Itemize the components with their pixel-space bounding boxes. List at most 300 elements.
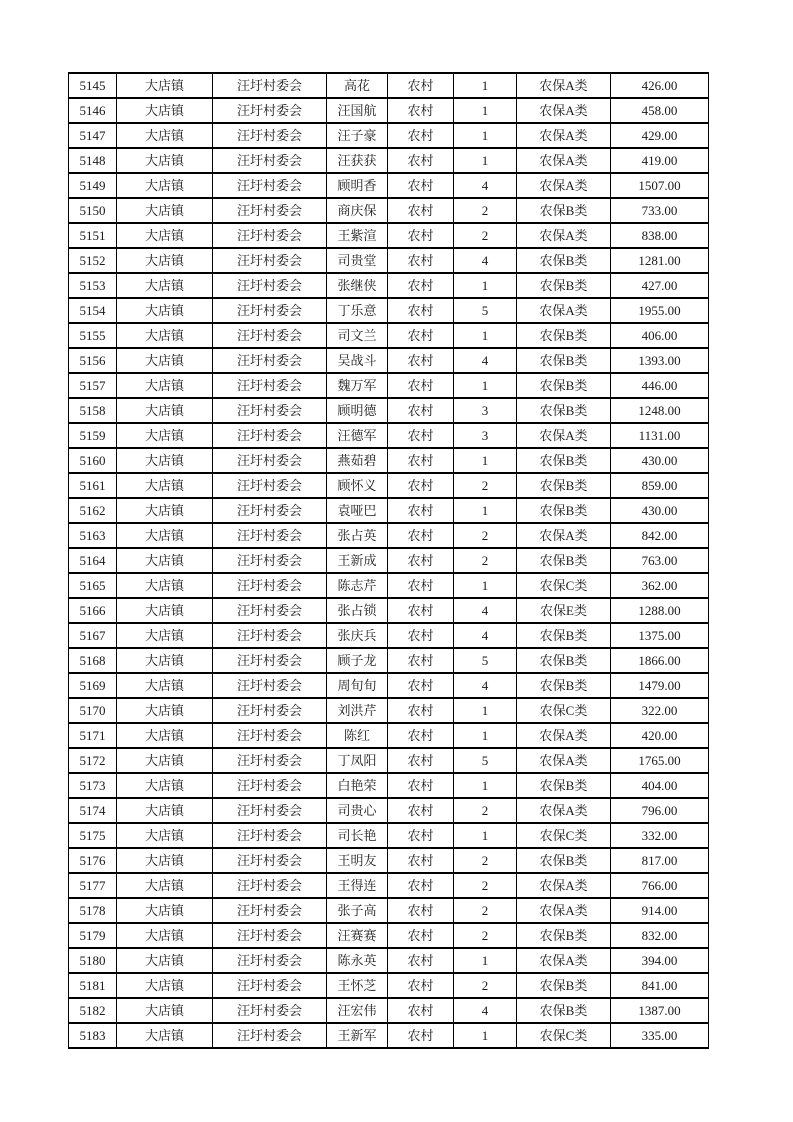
cell-person-count: 1 xyxy=(454,123,517,148)
table-row xyxy=(69,348,709,373)
cell-insurance-category: 农保A类 xyxy=(517,873,611,898)
cell-serial-number: 5150 xyxy=(69,198,117,223)
table-row xyxy=(69,573,709,598)
cell-insurance-category: 农保B类 xyxy=(517,248,611,273)
cell-village-committee: 汪圩村委会 xyxy=(213,498,327,523)
cell-person-name: 张继侠 xyxy=(327,273,388,298)
cell-serial-number: 5163 xyxy=(69,523,117,548)
cell-insurance-category: 农保A类 xyxy=(517,98,611,123)
cell-town: 大店镇 xyxy=(117,623,213,648)
payment-table xyxy=(68,72,709,1049)
table-row xyxy=(69,298,709,323)
cell-insurance-category: 农保C类 xyxy=(517,698,611,723)
table-row xyxy=(69,223,709,248)
cell-serial-number: 5152 xyxy=(69,248,117,273)
cell-person-name: 陈永英 xyxy=(327,948,388,973)
cell-person-count: 1 xyxy=(454,1023,517,1048)
cell-serial-number: 5151 xyxy=(69,223,117,248)
cell-person-count: 1 xyxy=(454,948,517,973)
cell-residence-type: 农村 xyxy=(388,273,454,298)
cell-village-committee: 汪圩村委会 xyxy=(213,348,327,373)
table-row xyxy=(69,123,709,148)
cell-serial-number: 5148 xyxy=(69,148,117,173)
cell-residence-type: 农村 xyxy=(388,698,454,723)
cell-town: 大店镇 xyxy=(117,123,213,148)
cell-village-committee: 汪圩村委会 xyxy=(213,523,327,548)
cell-town: 大店镇 xyxy=(117,948,213,973)
cell-town: 大店镇 xyxy=(117,373,213,398)
cell-village-committee: 汪圩村委会 xyxy=(213,948,327,973)
cell-town: 大店镇 xyxy=(117,698,213,723)
table-row xyxy=(69,523,709,548)
cell-village-committee: 汪圩村委会 xyxy=(213,673,327,698)
table-row xyxy=(69,248,709,273)
cell-serial-number: 5149 xyxy=(69,173,117,198)
cell-amount: 419.00 xyxy=(611,148,709,173)
cell-village-committee: 汪圩村委会 xyxy=(213,223,327,248)
cell-residence-type: 农村 xyxy=(388,723,454,748)
cell-insurance-category: 农保B类 xyxy=(517,623,611,648)
cell-town: 大店镇 xyxy=(117,598,213,623)
cell-village-committee: 汪圩村委会 xyxy=(213,648,327,673)
cell-person-name: 司贵心 xyxy=(327,798,388,823)
cell-insurance-category: 农保A类 xyxy=(517,73,611,98)
table-row xyxy=(69,1023,709,1048)
cell-serial-number: 5172 xyxy=(69,748,117,773)
cell-person-count: 4 xyxy=(454,173,517,198)
cell-person-name: 魏万军 xyxy=(327,373,388,398)
cell-residence-type: 农村 xyxy=(388,648,454,673)
cell-serial-number: 5175 xyxy=(69,823,117,848)
cell-amount: 458.00 xyxy=(611,98,709,123)
cell-person-count: 1 xyxy=(454,823,517,848)
cell-serial-number: 5153 xyxy=(69,273,117,298)
cell-serial-number: 5154 xyxy=(69,298,117,323)
cell-residence-type: 农村 xyxy=(388,223,454,248)
cell-residence-type: 农村 xyxy=(388,998,454,1023)
cell-serial-number: 5168 xyxy=(69,648,117,673)
cell-town: 大店镇 xyxy=(117,223,213,248)
cell-village-committee: 汪圩村委会 xyxy=(213,573,327,598)
cell-person-count: 5 xyxy=(454,748,517,773)
cell-amount: 1281.00 xyxy=(611,248,709,273)
cell-village-committee: 汪圩村委会 xyxy=(213,848,327,873)
cell-village-committee: 汪圩村委会 xyxy=(213,748,327,773)
cell-amount: 1387.00 xyxy=(611,998,709,1023)
cell-village-committee: 汪圩村委会 xyxy=(213,923,327,948)
cell-insurance-category: 农保A类 xyxy=(517,748,611,773)
cell-town: 大店镇 xyxy=(117,298,213,323)
cell-town: 大店镇 xyxy=(117,473,213,498)
table-row xyxy=(69,273,709,298)
table-row xyxy=(69,798,709,823)
cell-insurance-category: 农保C类 xyxy=(517,573,611,598)
cell-serial-number: 5159 xyxy=(69,423,117,448)
table-row xyxy=(69,598,709,623)
cell-amount: 420.00 xyxy=(611,723,709,748)
cell-person-count: 2 xyxy=(454,798,517,823)
cell-person-name: 张子高 xyxy=(327,898,388,923)
table-row xyxy=(69,423,709,448)
table-row xyxy=(69,998,709,1023)
cell-person-count: 4 xyxy=(454,248,517,273)
cell-village-committee: 汪圩村委会 xyxy=(213,398,327,423)
cell-person-count: 1 xyxy=(454,73,517,98)
cell-person-name: 吴战斗 xyxy=(327,348,388,373)
cell-serial-number: 5169 xyxy=(69,673,117,698)
cell-insurance-category: 农保B类 xyxy=(517,773,611,798)
cell-person-name: 顾子龙 xyxy=(327,648,388,673)
table-row xyxy=(69,198,709,223)
cell-serial-number: 5180 xyxy=(69,948,117,973)
cell-village-committee: 汪圩村委会 xyxy=(213,723,327,748)
cell-residence-type: 农村 xyxy=(388,873,454,898)
cell-village-committee: 汪圩村委会 xyxy=(213,698,327,723)
cell-person-name: 商庆保 xyxy=(327,198,388,223)
table-row xyxy=(69,648,709,673)
cell-person-name: 顾怀义 xyxy=(327,473,388,498)
cell-insurance-category: 农保B类 xyxy=(517,973,611,998)
cell-amount: 1248.00 xyxy=(611,398,709,423)
cell-residence-type: 农村 xyxy=(388,598,454,623)
cell-village-committee: 汪圩村委会 xyxy=(213,373,327,398)
cell-village-committee: 汪圩村委会 xyxy=(213,148,327,173)
cell-town: 大店镇 xyxy=(117,923,213,948)
cell-residence-type: 农村 xyxy=(388,823,454,848)
cell-person-count: 4 xyxy=(454,598,517,623)
cell-town: 大店镇 xyxy=(117,973,213,998)
cell-serial-number: 5174 xyxy=(69,798,117,823)
cell-person-name: 高花 xyxy=(327,73,388,98)
cell-amount: 838.00 xyxy=(611,223,709,248)
cell-town: 大店镇 xyxy=(117,273,213,298)
cell-person-name: 丁乐意 xyxy=(327,298,388,323)
cell-person-name: 陈红 xyxy=(327,723,388,748)
cell-serial-number: 5181 xyxy=(69,973,117,998)
cell-residence-type: 农村 xyxy=(388,398,454,423)
cell-person-count: 2 xyxy=(454,223,517,248)
cell-person-name: 张占锁 xyxy=(327,598,388,623)
cell-village-committee: 汪圩村委会 xyxy=(213,598,327,623)
cell-village-committee: 汪圩村委会 xyxy=(213,248,327,273)
cell-serial-number: 5157 xyxy=(69,373,117,398)
cell-insurance-category: 农保B类 xyxy=(517,923,611,948)
cell-amount: 1288.00 xyxy=(611,598,709,623)
cell-residence-type: 农村 xyxy=(388,948,454,973)
cell-residence-type: 农村 xyxy=(388,298,454,323)
cell-residence-type: 农村 xyxy=(388,98,454,123)
cell-amount: 842.00 xyxy=(611,523,709,548)
cell-amount: 859.00 xyxy=(611,473,709,498)
cell-insurance-category: 农保A类 xyxy=(517,223,611,248)
cell-residence-type: 农村 xyxy=(388,373,454,398)
cell-residence-type: 农村 xyxy=(388,473,454,498)
cell-village-committee: 汪圩村委会 xyxy=(213,898,327,923)
cell-village-committee: 汪圩村委会 xyxy=(213,173,327,198)
cell-village-committee: 汪圩村委会 xyxy=(213,73,327,98)
cell-town: 大店镇 xyxy=(117,673,213,698)
cell-residence-type: 农村 xyxy=(388,1023,454,1048)
cell-serial-number: 5160 xyxy=(69,448,117,473)
cell-insurance-category: 农保B类 xyxy=(517,323,611,348)
cell-person-name: 司长艳 xyxy=(327,823,388,848)
cell-town: 大店镇 xyxy=(117,348,213,373)
table-row xyxy=(69,98,709,123)
cell-person-name: 陈志芹 xyxy=(327,573,388,598)
cell-residence-type: 农村 xyxy=(388,248,454,273)
cell-person-count: 5 xyxy=(454,298,517,323)
cell-person-count: 1 xyxy=(454,498,517,523)
cell-person-name: 顾明香 xyxy=(327,173,388,198)
cell-amount: 426.00 xyxy=(611,73,709,98)
cell-person-count: 1 xyxy=(454,148,517,173)
cell-town: 大店镇 xyxy=(117,248,213,273)
cell-person-name: 王得连 xyxy=(327,873,388,898)
cell-town: 大店镇 xyxy=(117,73,213,98)
cell-amount: 427.00 xyxy=(611,273,709,298)
cell-person-name: 燕茹碧 xyxy=(327,448,388,473)
cell-residence-type: 农村 xyxy=(388,773,454,798)
cell-insurance-category: 农保C类 xyxy=(517,1023,611,1048)
table-row xyxy=(69,173,709,198)
cell-town: 大店镇 xyxy=(117,748,213,773)
cell-serial-number: 5164 xyxy=(69,548,117,573)
cell-insurance-category: 农保B类 xyxy=(517,198,611,223)
table-row xyxy=(69,973,709,998)
table-row xyxy=(69,448,709,473)
cell-village-committee: 汪圩村委会 xyxy=(213,123,327,148)
cell-person-count: 4 xyxy=(454,623,517,648)
cell-person-count: 3 xyxy=(454,423,517,448)
cell-amount: 1393.00 xyxy=(611,348,709,373)
cell-village-committee: 汪圩村委会 xyxy=(213,448,327,473)
cell-amount: 1131.00 xyxy=(611,423,709,448)
cell-person-count: 4 xyxy=(454,348,517,373)
cell-person-count: 1 xyxy=(454,773,517,798)
cell-amount: 796.00 xyxy=(611,798,709,823)
cell-amount: 1866.00 xyxy=(611,648,709,673)
cell-person-name: 汪子豪 xyxy=(327,123,388,148)
table-row xyxy=(69,548,709,573)
cell-residence-type: 农村 xyxy=(388,123,454,148)
cell-person-name: 汪获获 xyxy=(327,148,388,173)
cell-insurance-category: 农保B类 xyxy=(517,373,611,398)
cell-insurance-category: 农保A类 xyxy=(517,423,611,448)
cell-amount: 332.00 xyxy=(611,823,709,848)
cell-person-count: 2 xyxy=(454,898,517,923)
cell-amount: 841.00 xyxy=(611,973,709,998)
cell-amount: 1955.00 xyxy=(611,298,709,323)
cell-serial-number: 5161 xyxy=(69,473,117,498)
cell-town: 大店镇 xyxy=(117,198,213,223)
cell-person-count: 2 xyxy=(454,973,517,998)
cell-serial-number: 5156 xyxy=(69,348,117,373)
cell-serial-number: 5182 xyxy=(69,998,117,1023)
cell-village-committee: 汪圩村委会 xyxy=(213,198,327,223)
cell-person-name: 汪德军 xyxy=(327,423,388,448)
table-row xyxy=(69,723,709,748)
cell-village-committee: 汪圩村委会 xyxy=(213,423,327,448)
payment-table-body xyxy=(69,73,709,1048)
cell-insurance-category: 农保B类 xyxy=(517,673,611,698)
cell-insurance-category: 农保E类 xyxy=(517,598,611,623)
cell-person-name: 张占英 xyxy=(327,523,388,548)
cell-residence-type: 农村 xyxy=(388,798,454,823)
cell-town: 大店镇 xyxy=(117,98,213,123)
cell-residence-type: 农村 xyxy=(388,448,454,473)
cell-serial-number: 5170 xyxy=(69,698,117,723)
cell-residence-type: 农村 xyxy=(388,548,454,573)
cell-serial-number: 5167 xyxy=(69,623,117,648)
cell-person-name: 张庆兵 xyxy=(327,623,388,648)
cell-amount: 1375.00 xyxy=(611,623,709,648)
cell-village-committee: 汪圩村委会 xyxy=(213,273,327,298)
cell-serial-number: 5158 xyxy=(69,398,117,423)
table-row xyxy=(69,823,709,848)
cell-person-name: 汪国航 xyxy=(327,98,388,123)
cell-person-name: 王明友 xyxy=(327,848,388,873)
cell-residence-type: 农村 xyxy=(388,498,454,523)
cell-person-count: 1 xyxy=(454,723,517,748)
cell-amount: 430.00 xyxy=(611,498,709,523)
table-row xyxy=(69,898,709,923)
cell-amount: 446.00 xyxy=(611,373,709,398)
cell-amount: 404.00 xyxy=(611,773,709,798)
cell-person-count: 2 xyxy=(454,548,517,573)
cell-insurance-category: 农保C类 xyxy=(517,823,611,848)
cell-person-name: 王怀芝 xyxy=(327,973,388,998)
cell-village-committee: 汪圩村委会 xyxy=(213,998,327,1023)
cell-person-count: 2 xyxy=(454,923,517,948)
cell-insurance-category: 农保A类 xyxy=(517,173,611,198)
cell-amount: 733.00 xyxy=(611,198,709,223)
cell-insurance-category: 农保B类 xyxy=(517,473,611,498)
table-row xyxy=(69,748,709,773)
cell-amount: 817.00 xyxy=(611,848,709,873)
cell-town: 大店镇 xyxy=(117,323,213,348)
cell-village-committee: 汪圩村委会 xyxy=(213,873,327,898)
cell-amount: 832.00 xyxy=(611,923,709,948)
cell-amount: 1765.00 xyxy=(611,748,709,773)
table-row xyxy=(69,673,709,698)
cell-serial-number: 5147 xyxy=(69,123,117,148)
cell-residence-type: 农村 xyxy=(388,673,454,698)
cell-village-committee: 汪圩村委会 xyxy=(213,1023,327,1048)
cell-person-count: 2 xyxy=(454,523,517,548)
table-row xyxy=(69,323,709,348)
cell-serial-number: 5171 xyxy=(69,723,117,748)
cell-serial-number: 5155 xyxy=(69,323,117,348)
cell-insurance-category: 农保B类 xyxy=(517,548,611,573)
cell-serial-number: 5183 xyxy=(69,1023,117,1048)
cell-village-committee: 汪圩村委会 xyxy=(213,973,327,998)
cell-insurance-category: 农保B类 xyxy=(517,273,611,298)
cell-person-name: 司文兰 xyxy=(327,323,388,348)
cell-serial-number: 5162 xyxy=(69,498,117,523)
cell-insurance-category: 农保B类 xyxy=(517,498,611,523)
cell-amount: 766.00 xyxy=(611,873,709,898)
cell-village-committee: 汪圩村委会 xyxy=(213,823,327,848)
cell-person-name: 刘洪芹 xyxy=(327,698,388,723)
cell-person-count: 2 xyxy=(454,848,517,873)
cell-town: 大店镇 xyxy=(117,998,213,1023)
cell-amount: 914.00 xyxy=(611,898,709,923)
cell-residence-type: 农村 xyxy=(388,573,454,598)
cell-town: 大店镇 xyxy=(117,498,213,523)
cell-insurance-category: 农保A类 xyxy=(517,148,611,173)
cell-village-committee: 汪圩村委会 xyxy=(213,298,327,323)
cell-person-name: 王紫渲 xyxy=(327,223,388,248)
table-row xyxy=(69,498,709,523)
cell-insurance-category: 农保A类 xyxy=(517,798,611,823)
cell-person-name: 顾明德 xyxy=(327,398,388,423)
cell-town: 大店镇 xyxy=(117,898,213,923)
cell-person-count: 2 xyxy=(454,198,517,223)
cell-amount: 335.00 xyxy=(611,1023,709,1048)
cell-residence-type: 农村 xyxy=(388,173,454,198)
cell-village-committee: 汪圩村委会 xyxy=(213,473,327,498)
table-row xyxy=(69,773,709,798)
cell-person-name: 司贵堂 xyxy=(327,248,388,273)
table-row xyxy=(69,73,709,98)
cell-amount: 763.00 xyxy=(611,548,709,573)
cell-serial-number: 5165 xyxy=(69,573,117,598)
cell-village-committee: 汪圩村委会 xyxy=(213,98,327,123)
cell-amount: 1479.00 xyxy=(611,673,709,698)
cell-town: 大店镇 xyxy=(117,423,213,448)
cell-person-count: 5 xyxy=(454,648,517,673)
cell-insurance-category: 农保A类 xyxy=(517,123,611,148)
cell-person-name: 王新军 xyxy=(327,1023,388,1048)
cell-town: 大店镇 xyxy=(117,823,213,848)
cell-residence-type: 农村 xyxy=(388,348,454,373)
cell-amount: 394.00 xyxy=(611,948,709,973)
cell-serial-number: 5166 xyxy=(69,598,117,623)
cell-person-name: 丁凤阳 xyxy=(327,748,388,773)
cell-town: 大店镇 xyxy=(117,648,213,673)
cell-residence-type: 农村 xyxy=(388,898,454,923)
cell-insurance-category: 农保B类 xyxy=(517,348,611,373)
cell-person-count: 1 xyxy=(454,323,517,348)
cell-amount: 430.00 xyxy=(611,448,709,473)
cell-insurance-category: 农保A类 xyxy=(517,523,611,548)
cell-person-count: 2 xyxy=(454,873,517,898)
cell-person-count: 1 xyxy=(454,698,517,723)
cell-serial-number: 5176 xyxy=(69,848,117,873)
table-row xyxy=(69,148,709,173)
cell-residence-type: 农村 xyxy=(388,748,454,773)
cell-person-count: 1 xyxy=(454,448,517,473)
cell-town: 大店镇 xyxy=(117,873,213,898)
cell-residence-type: 农村 xyxy=(388,923,454,948)
cell-serial-number: 5146 xyxy=(69,98,117,123)
table-row xyxy=(69,848,709,873)
cell-town: 大店镇 xyxy=(117,448,213,473)
cell-town: 大店镇 xyxy=(117,723,213,748)
table-row xyxy=(69,398,709,423)
cell-residence-type: 农村 xyxy=(388,323,454,348)
cell-amount: 322.00 xyxy=(611,698,709,723)
cell-village-committee: 汪圩村委会 xyxy=(213,323,327,348)
cell-person-name: 王新成 xyxy=(327,548,388,573)
cell-town: 大店镇 xyxy=(117,548,213,573)
cell-insurance-category: 农保A类 xyxy=(517,948,611,973)
table-row xyxy=(69,948,709,973)
cell-person-count: 3 xyxy=(454,398,517,423)
cell-residence-type: 农村 xyxy=(388,198,454,223)
table-row xyxy=(69,698,709,723)
cell-person-name: 汪宏伟 xyxy=(327,998,388,1023)
